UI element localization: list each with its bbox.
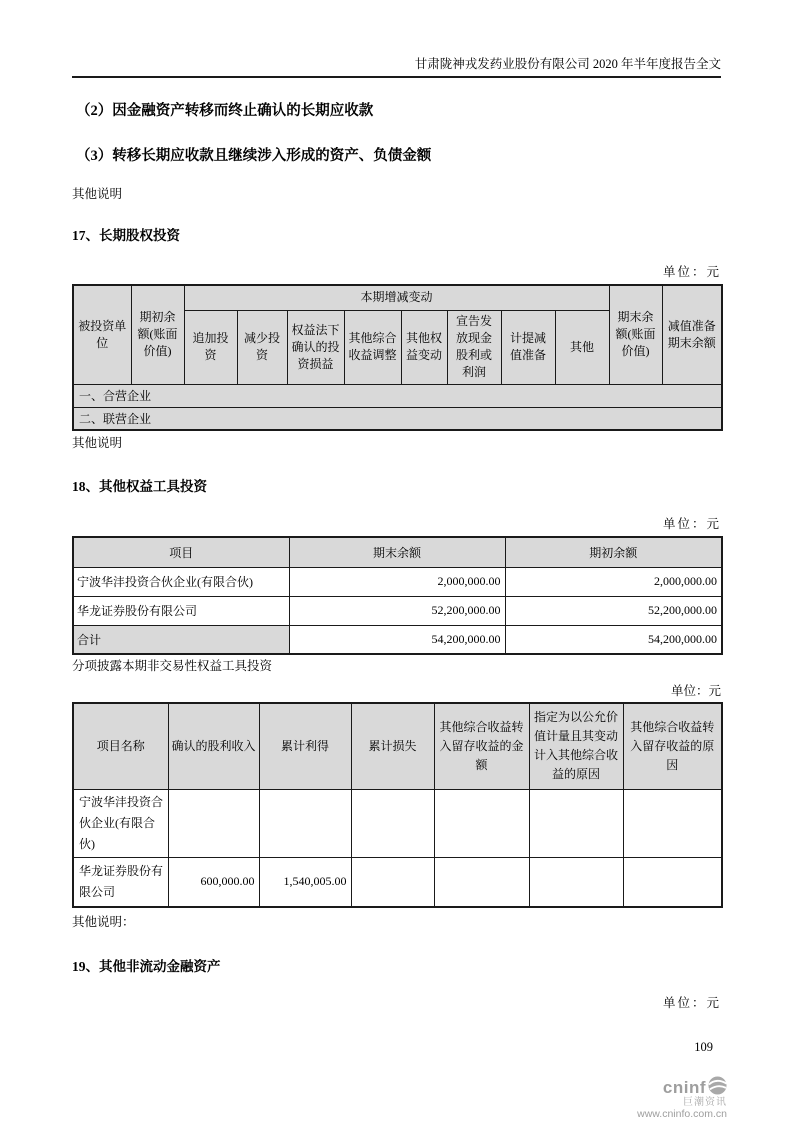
unit-label-18: 单位：元	[662, 517, 721, 531]
table-row-joint-ventures: 一、合营企业	[73, 384, 722, 407]
header-cell-cumulative-losses: 累计损失	[351, 703, 434, 789]
header-cell-oci-to-retained-reason: 其他综合收益转入留存收益的原因	[623, 703, 722, 789]
header-cell-period-changes: 本期增减变动	[184, 285, 609, 310]
table-cell-ningbo-gain	[259, 789, 351, 857]
cninfo-logo	[637, 1076, 727, 1120]
header-cell-closing: 期末余额	[289, 537, 505, 567]
cninfo-chinese-name: 巨潮资讯	[683, 1096, 727, 1108]
header-cell-investee: 被投资单位	[73, 285, 131, 384]
report-title: 甘肃陇神戎发药业股份有限公司 2020 年半年度报告全文	[414, 57, 721, 71]
table-cell-total-opening: 54,200,000.00	[505, 625, 722, 654]
table-cell-ningbo-name: 宁波华沣投资合伙企业(有限合伙)	[73, 789, 168, 857]
header-cell-impairment-closing: 减值准备期末余额	[662, 285, 722, 384]
section-19-heading: 19、其他非流动金融资产	[72, 959, 221, 974]
unit-label-18b: 单位：元	[670, 684, 721, 698]
header-cell-opening: 期初余额	[505, 537, 722, 567]
header-cell-additional-investment: 追加投资	[184, 310, 237, 384]
table-cell-hualong-transfer-reason	[623, 857, 722, 907]
header-cell-cumulative-gains: 累计利得	[259, 703, 351, 789]
section-18-heading: 18、其他权益工具投资	[72, 479, 207, 494]
table-cell-ningbo-fv-reason	[529, 789, 623, 857]
long-term-equity-investment-table	[72, 284, 723, 431]
header-cell-other: 其他	[555, 310, 609, 384]
header-cell-declared-dividends: 宣告发放现金股利或利润	[447, 310, 501, 384]
table-cell-hualong-name: 华龙证券股份有限公司	[73, 857, 168, 907]
header-cell-dividend-income: 确认的股利收入	[168, 703, 259, 789]
table-cell-hualong-loss	[351, 857, 434, 907]
header-cell-oci-to-retained-amount: 其他综合收益转入留存收益的金额	[434, 703, 529, 789]
table-cell-hualong-opening: 52,200,000.00	[505, 596, 722, 625]
header-cell-reduced-investment: 减少投资	[237, 310, 287, 384]
page-number: 109	[694, 1040, 713, 1054]
table-cell-hualong-fv-reason	[529, 857, 623, 907]
table-cell-ningbo-dividend	[168, 789, 259, 857]
header-cell-oci-adjustment: 其他综合收益调整	[344, 310, 401, 384]
table-cell-ningbo-transfer-reason	[623, 789, 722, 857]
unit-label-19: 单位：元	[662, 996, 721, 1010]
table-cell-hualong-name: 华龙证券股份有限公司	[73, 596, 289, 625]
table-cell-ningbo-transfer-amount	[434, 789, 529, 857]
header-cell-other-equity-changes: 其他权益变动	[401, 310, 447, 384]
unit-label-17: 单位：元	[662, 265, 721, 279]
table-cell-hualong-closing: 52,200,000.00	[289, 596, 505, 625]
other-equity-instruments-table	[72, 536, 723, 655]
table-cell-total-closing: 54,200,000.00	[289, 625, 505, 654]
non-trading-equity-caption: 分项披露本期非交易性权益工具投资	[72, 659, 273, 673]
table-cell-total-label: 合计	[73, 625, 289, 654]
table-cell-ningbo-closing: 2,000,000.00	[289, 567, 505, 596]
header-cell-fvoci-designation-reason: 指定为以公允价值计量且其变动计入其他综合收益的原因	[529, 703, 623, 789]
table-row-associates: 二、联营企业	[73, 407, 722, 430]
table-cell-hualong-gain: 1,540,005.00	[259, 857, 351, 907]
other-note-top: 其他说明	[72, 187, 123, 201]
other-note-s18: 其他说明：	[72, 915, 135, 929]
table-cell-ningbo-loss	[351, 789, 434, 857]
page-content	[72, 0, 721, 1011]
section-17-heading: 17、长期股权投资	[72, 228, 180, 243]
header-cell-opening-balance: 期初余额(账面价值)	[131, 285, 184, 384]
other-note-s17: 其他说明	[72, 436, 123, 450]
heading-derecognized-long-term-receivables: （2）因金融资产转移而终止确认的长期应收款	[76, 103, 374, 119]
table-cell-hualong-dividend: 600,000.00	[168, 857, 259, 907]
heading-transferred-receivables-assets-liabilities: （3）转移长期应收款且继续涉入形成的资产、负债金额	[76, 148, 432, 164]
cninfo-url: www.cninfo.com.cn	[637, 1108, 727, 1121]
header-cell-item-name: 项目名称	[73, 703, 168, 789]
table-cell-ningbo-name: 宁波华沣投资合伙企业(有限合伙)	[73, 567, 289, 596]
running-header	[72, 0, 721, 78]
header-cell-impairment-provision: 计提减值准备	[501, 310, 555, 384]
header-cell-equity-method-pl: 权益法下确认的投资损益	[287, 310, 344, 384]
table-cell-ningbo-opening: 2,000,000.00	[505, 567, 722, 596]
header-cell-item: 项目	[73, 537, 289, 567]
table-cell-hualong-transfer-amount	[434, 857, 529, 907]
non-trading-equity-table	[72, 702, 723, 908]
cninfo-brand-text: cninf	[662, 1077, 706, 1097]
header-cell-closing-balance: 期末余额(账面价值)	[609, 285, 662, 384]
